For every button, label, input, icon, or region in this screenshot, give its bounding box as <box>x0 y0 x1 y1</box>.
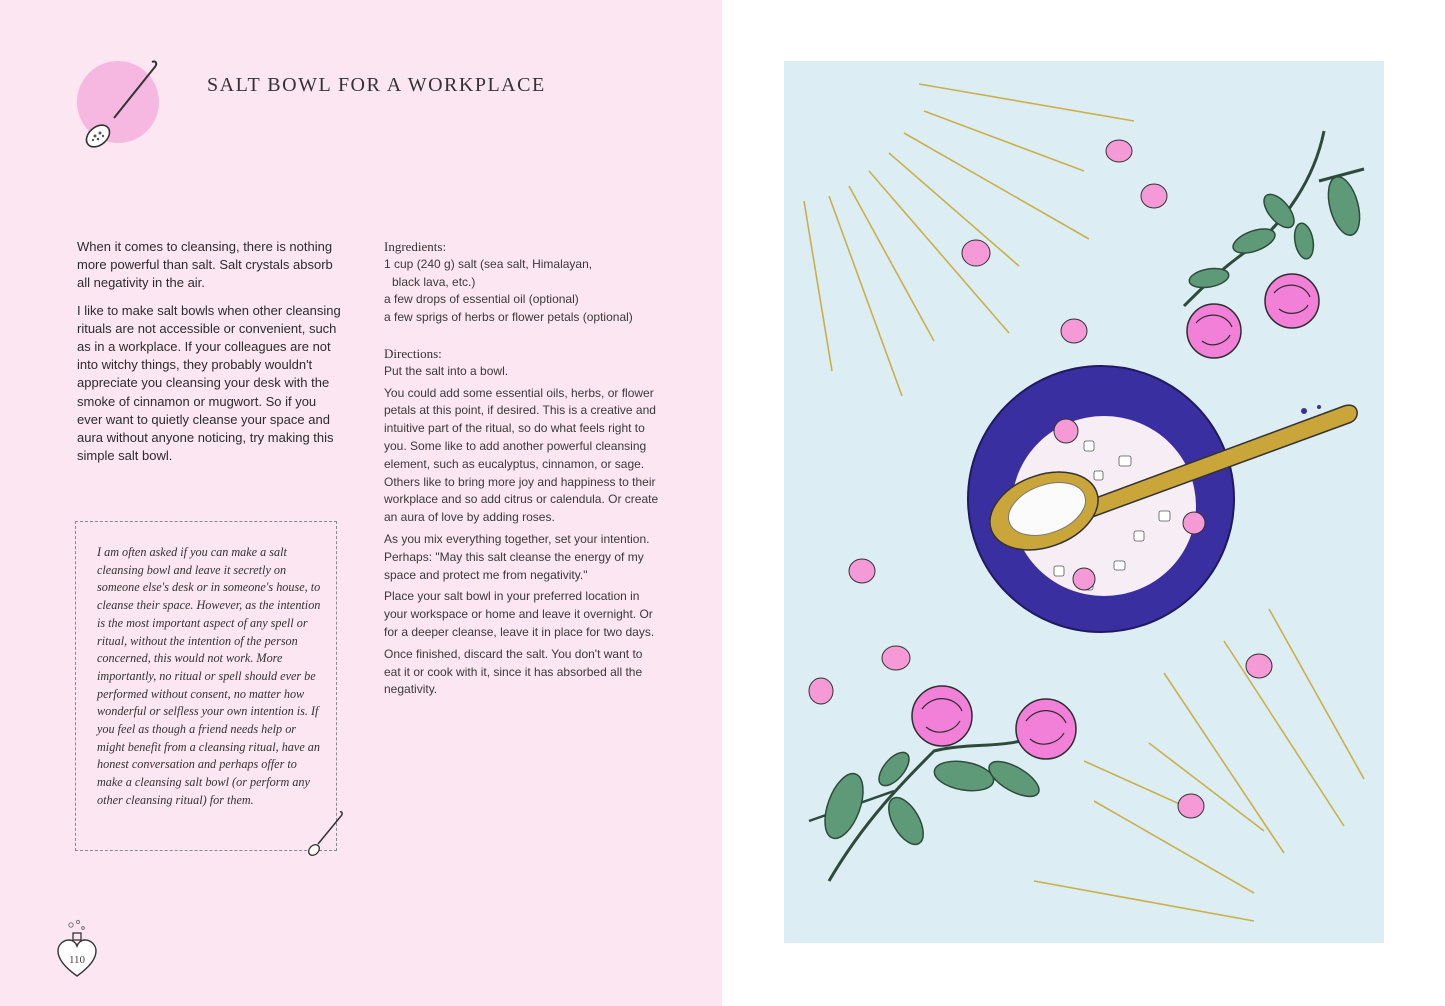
direction-step: You could add some essential oils, herbs, or flower petals at this point, if desired. This is a creative and intuitive part of the ritual, so do what feels right to you. Some like to add another powerful cleansing element, such as eucalyptus, cinnamon, or sage. Others like to bring more joy and happiness to their workplace and so add citrus or calendula. Or create an aura of love by adding roses. <box>384 385 659 525</box>
rose-branch-bottom <box>809 686 1076 881</box>
left-page <box>0 0 722 1006</box>
small-spoon-icon <box>304 810 344 858</box>
ingredients-heading: Ingredients: <box>384 239 447 254</box>
direction-step: Place your salt bowl in your preferred location in your workspace or home and leave it overnight. Or for a deeper cleanse, leave it in place for two days. <box>384 589 655 639</box>
right-page <box>722 0 1445 1006</box>
intro-paragraph: I like to make salt bowls when other cleansing rituals are not accessible or convenient, such as in a workplace. If your colleagues are not into witchy things, they probably wouldn't appreciate you cleansing your desk with the smoke of cinnamon or mugwort. So if you ever want to quietly cleanse your space and aura without anyone noticing, try making this simple salt bowl. <box>77 302 341 464</box>
direction-step: Put the salt into a bowl. <box>384 363 509 378</box>
salt-bowl-illustration <box>784 61 1384 943</box>
recipe-column <box>384 238 659 703</box>
directions-section <box>384 345 659 699</box>
ingredient-item: a few sprigs of herbs or flower petals (optional) <box>384 310 633 325</box>
page-title: SALT BOWL FOR A WORKPLACE <box>207 74 546 96</box>
spoon-with-salt-icon <box>74 56 164 152</box>
ingredient-item: 1 cup (240 g) salt (sea salt, Himalayan, <box>384 256 593 271</box>
salt-bowl-artwork <box>784 61 1384 943</box>
consent-note-text: I am often asked if you can make a salt cleansing bowl and leave it secretly on someone else's desk or in someone's house, to cleanse their space. However, as the intention is the most important aspect of any spell or ritual, without the intention of the person concerned, this would not work. More importantly, no ritual or spell should ever be performed without consent, no matter how wonderful or selfless your own intention is. If you feel as though a friend needs help or might benefit from a cleansing ritual, have an honest conversation and perhaps offer to make a cleansing salt bowl (or perform any other cleansing ritual) for them. <box>97 545 321 807</box>
directions-heading: Directions: <box>384 345 442 361</box>
page-number: 110 <box>68 954 86 966</box>
page-number-badge <box>55 918 101 980</box>
rose-branch-top <box>1184 131 1365 358</box>
ingredients-list <box>384 256 659 327</box>
intro-paragraph: When it comes to cleansing, there is nothing more powerful than salt. Salt crystals absorb all negativity in the air. <box>77 239 333 291</box>
direction-step: Once finished, discard the salt. You don't want to eat it or cook with it, since it has absorbed all the negativity. <box>384 646 643 697</box>
direction-step: As you mix everything together, set your intention. Perhaps: "May this salt cleanse the energy of my space and protect me from negativity." <box>384 531 650 582</box>
ingredient-item: a few drops of essential oil (optional) <box>384 292 579 307</box>
ingredient-item: black lava, etc.) <box>392 274 476 289</box>
intro-text <box>77 238 342 474</box>
heart-potion-bottle-icon <box>55 918 101 980</box>
consent-note-box <box>75 521 337 851</box>
